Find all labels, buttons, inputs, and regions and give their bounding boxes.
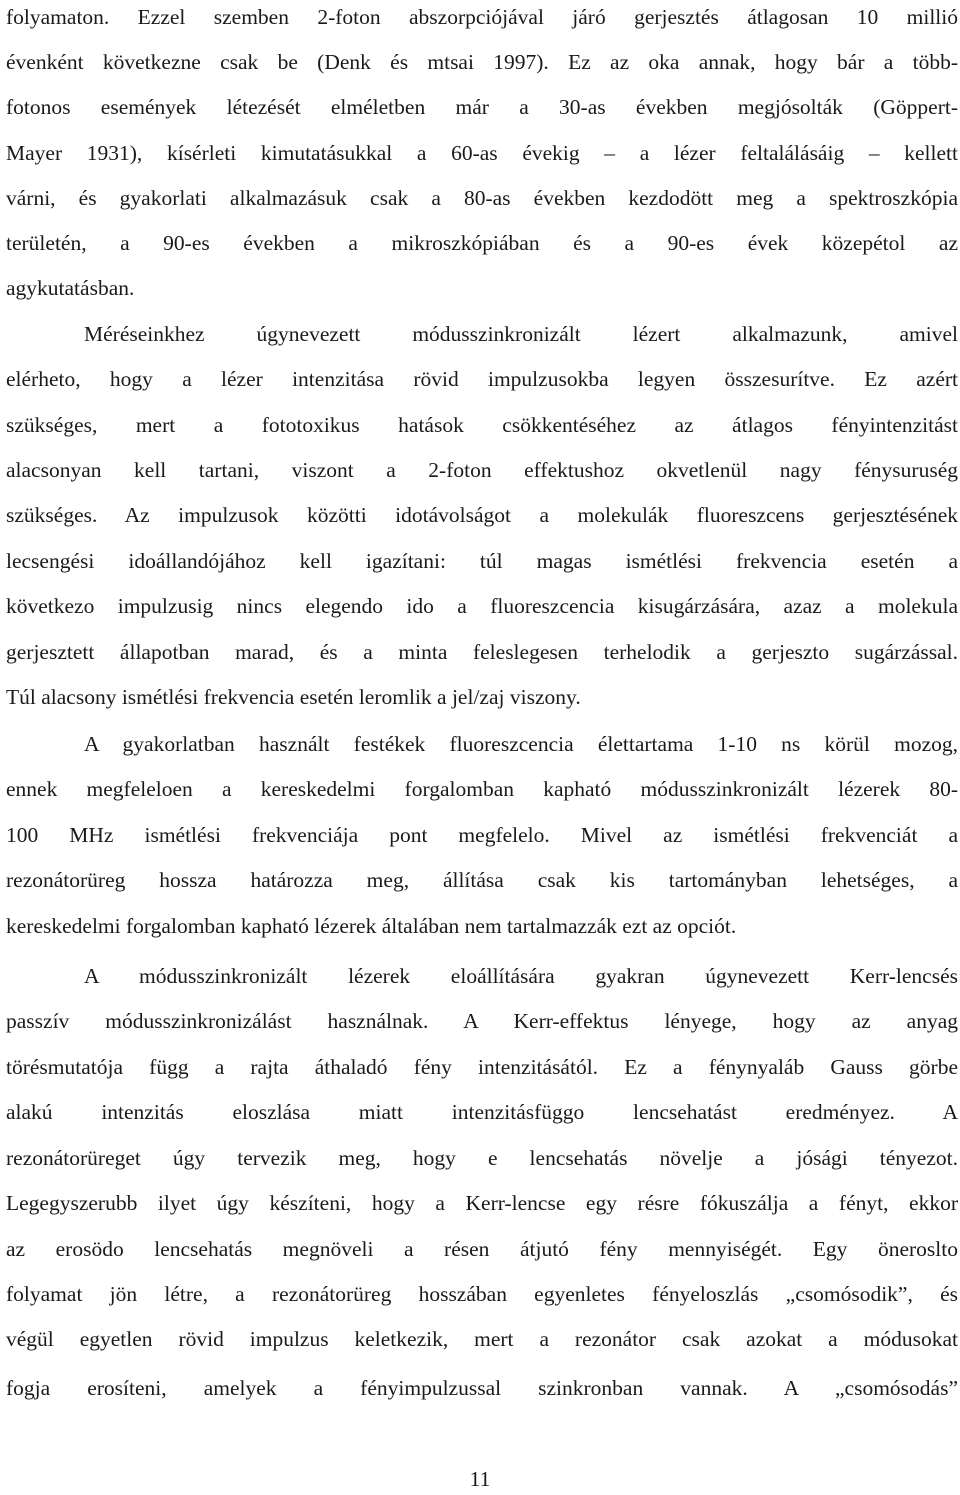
text-line: törésmutatója függ a rajta áthaladó fény intenzitásától. Ez a fénynyaláb Gauss görbe bbox=[6, 1055, 958, 1079]
text-line: rezonátorüreg hossza határozza meg, állítása csak kis tartományban lehetséges, a bbox=[6, 868, 958, 892]
text-line: alakú intenzitás eloszlása miatt intenzitásfüggo lencsehatást eredményez. A bbox=[6, 1100, 958, 1124]
text-line: kereskedelmi forgalomban kapható lézerek általában nem tartalmazzák ezt az opciót. bbox=[6, 914, 737, 938]
text-line: szükséges. Az impulzusok közötti idotávolságot a molekulák fluoreszcens gerjesztésének bbox=[6, 503, 958, 527]
text-line: A gyakorlatban használt festékek fluoreszcencia élettartama 1-10 ns körül mozog, bbox=[84, 732, 958, 756]
text-line: az erosödo lencsehatás megnöveli a résen átjutó fény mennyiségét. Egy öneroslto bbox=[6, 1237, 958, 1261]
text-line: végül egyetlen rövid impulzus keletkezik, mert a rezonátor csak azokat a módusokat bbox=[6, 1327, 958, 1351]
text-line: folyamat jön létre, a rezonátorüreg hosszában egyenletes fényeloszlás „csomósodik”, és bbox=[6, 1282, 958, 1306]
text-line: várni, és gyakorlati alkalmazásuk csak a 80-as években kezdodött meg a spektroszkópia bbox=[6, 186, 958, 210]
text-line: rezonátorüreget úgy tervezik meg, hogy e lencsehatás növelje a jósági tényezot. bbox=[6, 1146, 958, 1170]
text-line: szükséges, mert a fototoxikus hatások csökkentéséhez az átlagos fényintenzitást bbox=[6, 413, 958, 437]
text-line: 100 MHz ismétlési frekvenciája pont megfelelo. Mivel az ismétlési frekvenciát a bbox=[6, 823, 958, 847]
text-line: lecsengési idoállandójához kell igazítani: túl magas ismétlési frekvencia esetén a bbox=[6, 549, 958, 573]
text-line: alacsonyan kell tartani, viszont a 2-foton effektushoz okvetlenül nagy fénysuruség bbox=[6, 458, 958, 482]
text-line: passzív módusszinkronizálást használnak. A Kerr-effektus lényege, hogy az anyag bbox=[6, 1009, 958, 1033]
text-line: fotonos események létezését elméletben már a 30-as években megjósolták (Göppert- bbox=[6, 95, 958, 119]
text-line: fogja erosíteni, amelyek a fényimpulzussal szinkronban vannak. A „csomósodás” bbox=[6, 1376, 958, 1400]
text-line: folyamaton. Ezzel szemben 2-foton abszorpciójával járó gerjesztés átlagosan 10 millió bbox=[6, 5, 958, 29]
text-line: Mayer 1931), kísérleti kimutatásukkal a 60-as évekig – a lézer feltalálásáig – kellett bbox=[6, 141, 958, 165]
page-number: 11 bbox=[469, 1467, 491, 1491]
text-line: ennek megfeleloen a kereskedelmi forgalomban kapható módusszinkronizált lézerek 80- bbox=[6, 777, 958, 801]
text-line: Méréseinkhez úgynevezett módusszinkronizált lézert alkalmazunk, amivel bbox=[84, 322, 958, 346]
text-line: Legegyszerubb ilyet úgy készíteni, hogy a Kerr-lencse egy résre fókuszálja a fényt, ekkor bbox=[6, 1191, 958, 1215]
text-line: A módusszinkronizált lézerek eloállítására gyakran úgynevezett Kerr-lencsés bbox=[84, 964, 958, 988]
text-line: elérheto, hogy a lézer intenzitása rövid impulzusokba legyen összesurítve. Ez azért bbox=[6, 367, 958, 391]
text-line: évenként következne csak be (Denk és mtsai 1997). Ez az oka annak, hogy bár a több- bbox=[6, 50, 958, 74]
text-line: következo impulzusig nincs elegendo ido a fluoreszcencia kisugárzására, azaz a molekula bbox=[6, 594, 958, 618]
text-line: agykutatásban. bbox=[6, 276, 135, 300]
text-line: Túl alacsony ismétlési frekvencia esetén leromlik a jel/zaj viszony. bbox=[6, 685, 581, 709]
text-line: területén, a 90-es években a mikroszkópiában és a 90-es évek közepétol az bbox=[6, 231, 958, 255]
text-line: gerjesztett állapotban marad, és a minta feleslegesen terhelodik a gerjeszto sugárzással. bbox=[6, 640, 958, 664]
